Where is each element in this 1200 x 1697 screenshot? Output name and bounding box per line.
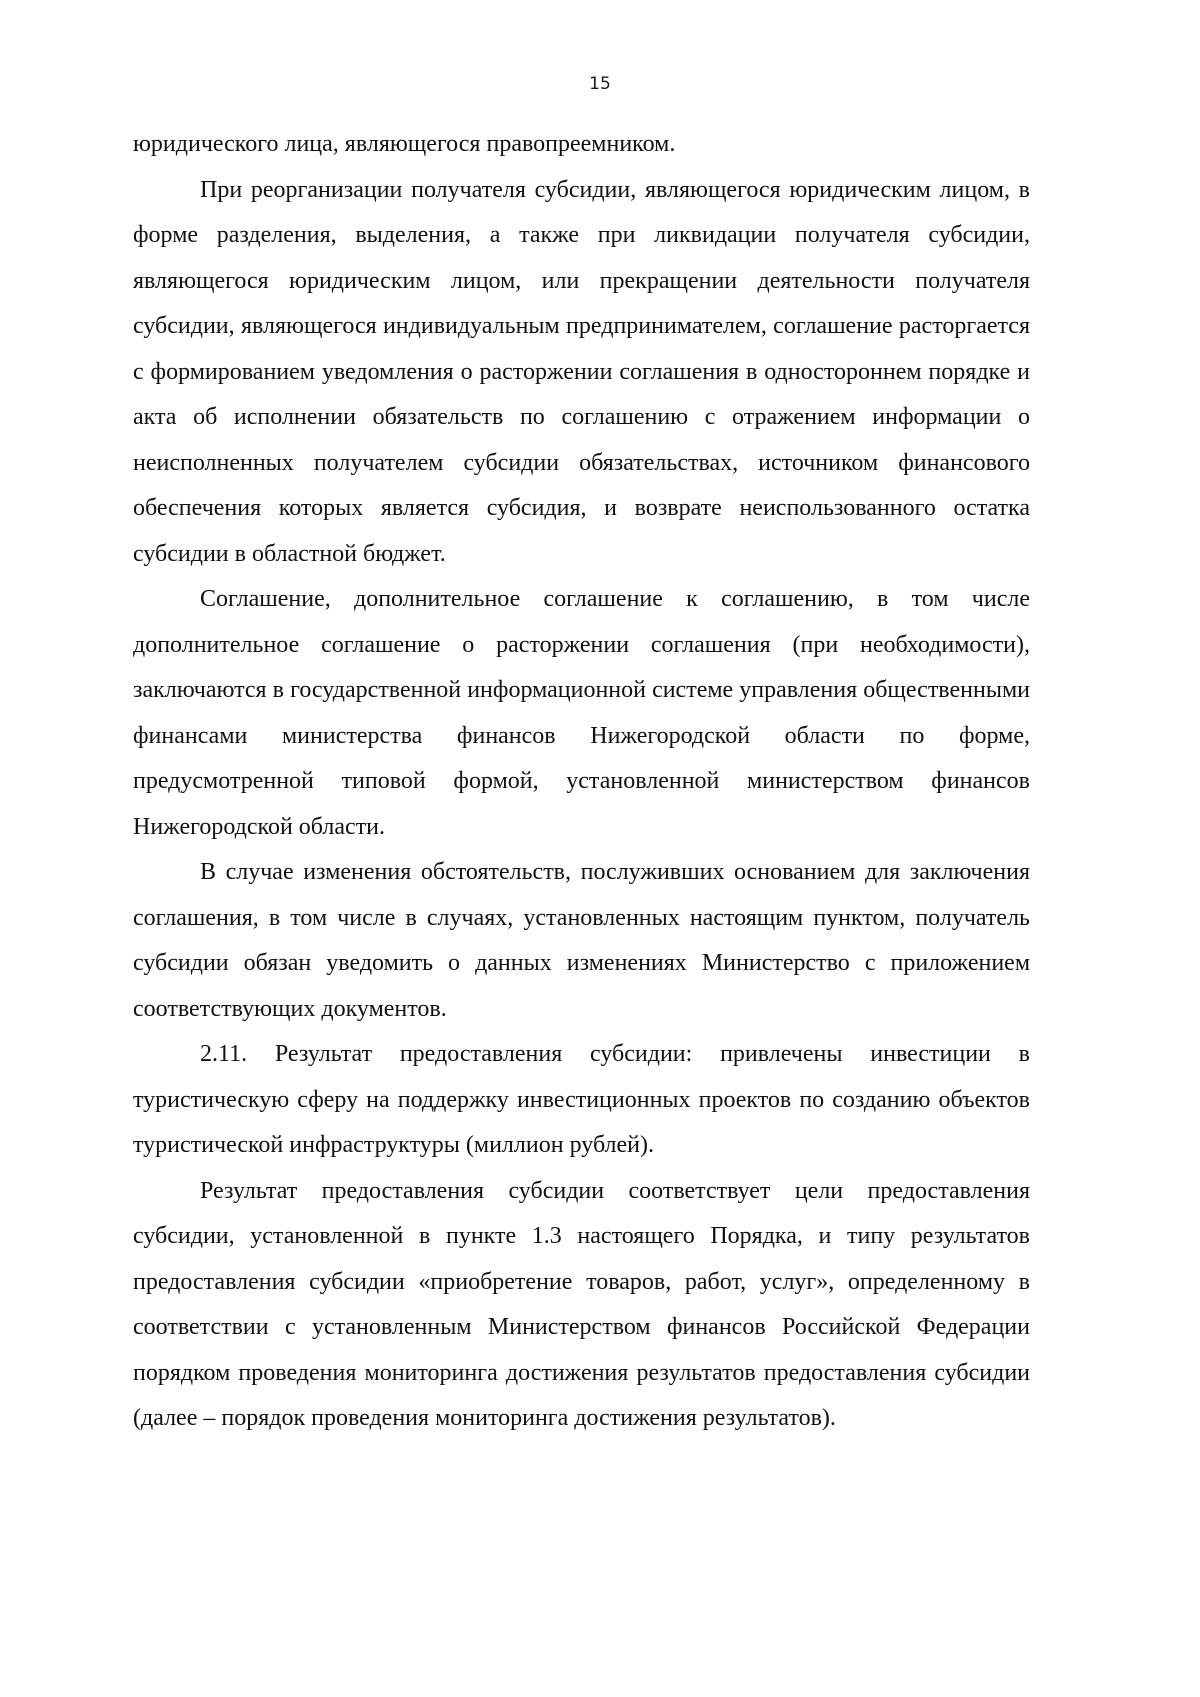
document-body [133, 122, 1030, 1442]
paragraph-reorganization: При реорганизации получателя субсидии, являющегося юридическим лицом, в форме разделения, выделения, а также при ликвидации получателя субсидии, являющегося юридическим лицом, или прекращении деятельности получателя субсидии, являющегося индивидуальным предпринимателем, соглашение расторгается с формированием уведомления о расторжении соглашения в одностороннем порядке и акта об исполнении обязательств по соглашению с отражением информации о неисполненных получателем субсидии обязательствах, источником финансового обеспечения которых является субсидия, и возврате неиспользованного остатка субсидии в областной бюджет. [133, 176, 1030, 567]
paragraph-result-correspondence: Результат предоставления субсидии соответствует цели предоставления субсидии, установленной в пункте 1.3 настоящего Порядка, и типу результатов предоставления субсидии «приобретение товаров, работ, услуг», определенному в соответствии с установленным Министерством финансов Российской Федерации порядком проведения мониторинга достижения результатов предоставления субсидии (далее – порядок проведения мониторинга достижения результатов). [133, 1177, 1030, 1431]
paragraph-section-2-11: 2.11. Результат предоставления субсидии: привлечены инвестиции в туристическую сферу на поддержку инвестиционных проектов по созданию объектов туристической инфраструктуры (миллион рублей). [133, 1041, 1030, 1158]
paragraph-change-notification: В случае изменения обстоятельств, послуживших основанием для заключения соглашения, в том числе в случаях, установленных настоящим пунктом, получатель субсидии обязан уведомить о данных изменениях Министерство с приложением соответствующих документов. [133, 859, 1030, 1022]
paragraph-continuation: юридического лица, являющегося правопреемником. [133, 131, 676, 157]
paragraph-agreement-conclusion: Соглашение, дополнительное соглашение к соглашению, в том числе дополнительное соглашение о расторжении соглашения (при необходимости), заключаются в государственной информационной системе управления общественными финансами министерства финансов Нижегородской области по форме, предусмотренной типовой формой, установленной министерством финансов Нижегородской области. [133, 586, 1030, 840]
page-number: 15 [589, 74, 611, 94]
